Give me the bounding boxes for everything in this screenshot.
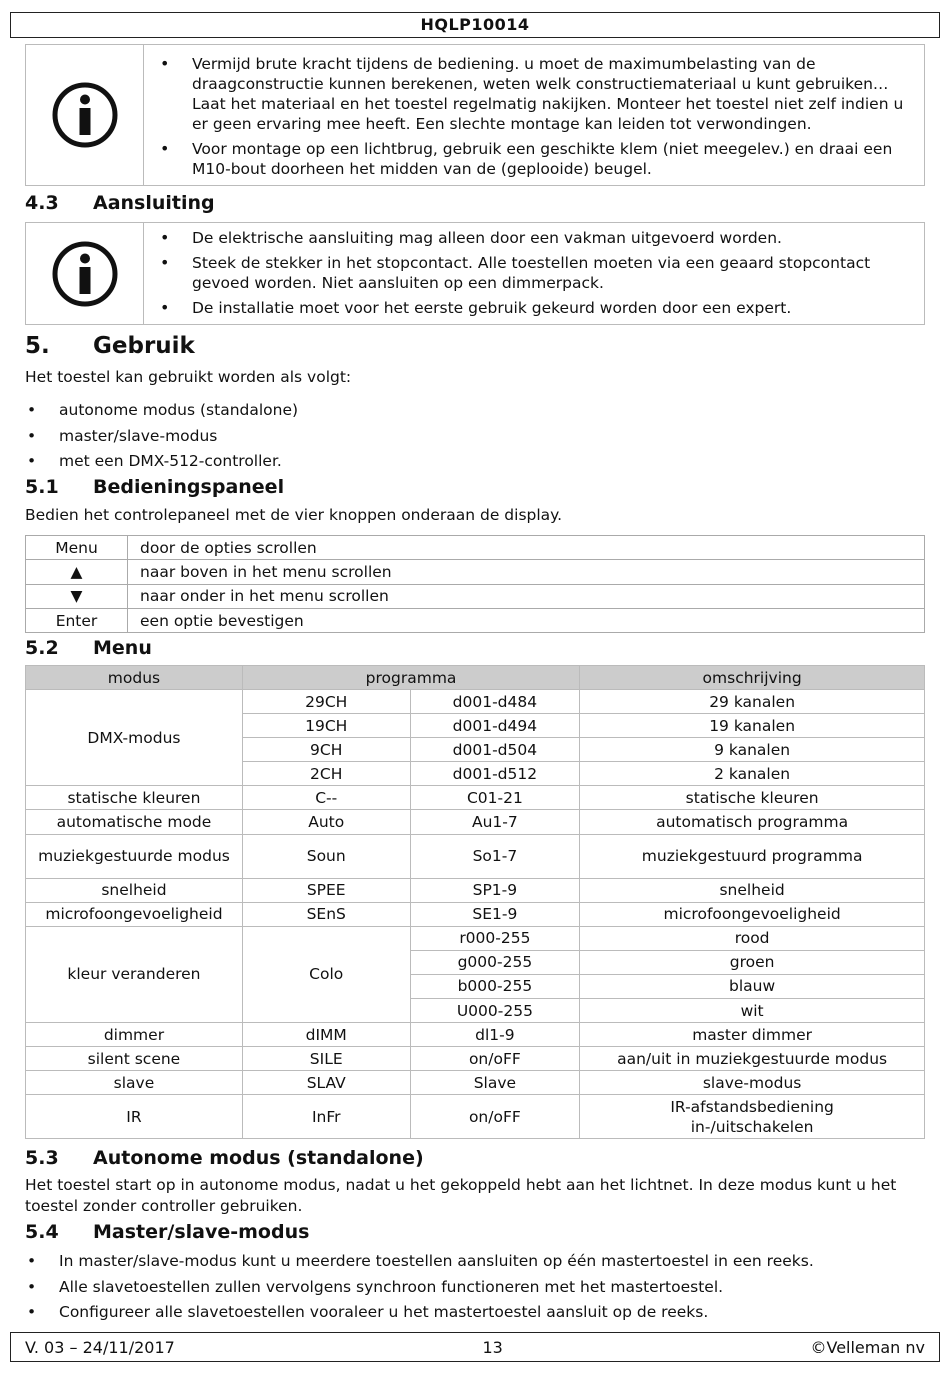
table-cell: groen bbox=[580, 950, 925, 974]
mode-cell: DMX-modus bbox=[26, 690, 243, 786]
menu-table bbox=[25, 665, 925, 1139]
control-panel-table bbox=[25, 535, 925, 633]
list-item: • Steek de stekker in het stopcontact. Alle toestellen moeten via een geaard stopcontact gevoed worden. Niet aansluiten op een dimmerpack. bbox=[154, 253, 918, 293]
down-arrow-icon: ▼ bbox=[26, 584, 128, 608]
table-cell: IR bbox=[26, 1095, 243, 1139]
table-cell: d001-d494 bbox=[410, 714, 580, 738]
document-footer bbox=[10, 1332, 940, 1362]
list-item: • Configureer alle slavetoestellen vooraleer u het mastertoestel aansluit op de reeks. bbox=[25, 1302, 925, 1322]
table-cell: Slave bbox=[410, 1071, 580, 1095]
safety-info-box-1 bbox=[25, 44, 925, 186]
table-cell: snelheid bbox=[26, 878, 243, 902]
table-row bbox=[26, 690, 925, 714]
table-cell: SP1-9 bbox=[410, 878, 580, 902]
table-cell: statische kleuren bbox=[580, 786, 925, 810]
list-item: • Alle slavetoestellen zullen vervolgens synchroon functioneren met het mastertoestel. bbox=[25, 1277, 925, 1297]
up-arrow-icon: ▲ bbox=[26, 560, 128, 584]
button-function: door de opties scrollen bbox=[128, 536, 925, 560]
table-cell: 29CH bbox=[242, 690, 410, 714]
section-heading-5: 5. Gebruik bbox=[25, 333, 195, 359]
table-cell: dimmer bbox=[26, 1023, 243, 1047]
table-cell: C-- bbox=[242, 786, 410, 810]
table-row bbox=[26, 786, 925, 810]
table-cell: on/oFF bbox=[410, 1095, 580, 1139]
column-header: omschrijving bbox=[580, 666, 925, 690]
table-cell: InFr bbox=[242, 1095, 410, 1139]
section-heading-5-3: 5.3 Autonome modus (standalone) bbox=[25, 1147, 424, 1169]
table-cell: rood bbox=[580, 926, 925, 950]
info-icon-cell bbox=[26, 223, 144, 324]
table-row bbox=[26, 584, 925, 608]
table-header-row bbox=[26, 666, 925, 690]
table-row bbox=[26, 834, 925, 878]
section-5-3-text: Het toestel start op in autonome modus, nadat u het gekoppeld hebt aan het lichtnet. In deze modus kunt u het toestel zonder controller gebruiken. bbox=[25, 1176, 897, 1215]
info-icon bbox=[51, 240, 119, 308]
page-number: 13 bbox=[482, 1337, 503, 1357]
table-cell: SE1-9 bbox=[410, 902, 580, 926]
table-cell: wit bbox=[580, 999, 925, 1023]
table-cell: SEnS bbox=[242, 902, 410, 926]
table-cell: statische kleuren bbox=[26, 786, 243, 810]
table-cell: So1-7 bbox=[410, 834, 580, 878]
table-row bbox=[26, 1095, 925, 1139]
table-cell: slave-modus bbox=[580, 1071, 925, 1095]
table-cell: Auto bbox=[242, 810, 410, 834]
section-5-1-intro: Bedien het controlepaneel met de vier knoppen onderaan de display. bbox=[25, 506, 563, 524]
list-item: • In master/slave-modus kunt u meerdere toestellen aansluiten op één mastertoestel in een reeks. bbox=[25, 1251, 925, 1271]
table-cell: Au1-7 bbox=[410, 810, 580, 834]
table-row bbox=[26, 1047, 925, 1071]
table-cell: automatisch programma bbox=[580, 810, 925, 834]
table-cell: SILE bbox=[242, 1047, 410, 1071]
info-icon bbox=[51, 81, 119, 149]
table-cell: 9 kanalen bbox=[580, 738, 925, 762]
section-heading-5-4: 5.4 Master/slave-modus bbox=[25, 1221, 310, 1243]
table-cell: microfoongevoeligheid bbox=[26, 902, 243, 926]
table-cell: d001-d484 bbox=[410, 690, 580, 714]
table-row bbox=[26, 810, 925, 834]
column-header: modus bbox=[26, 666, 243, 690]
table-cell: 2CH bbox=[242, 762, 410, 786]
section-5-intro: Het toestel kan gebruikt worden als volgt: bbox=[25, 368, 352, 386]
table-cell: d001-d504 bbox=[410, 738, 580, 762]
table-cell: silent scene bbox=[26, 1047, 243, 1071]
list-item: • met een DMX-512-controller. bbox=[25, 451, 925, 471]
list-item: • De installatie moet voor het eerste gebruik gekeurd worden door een expert. bbox=[154, 298, 918, 318]
table-cell: C01-21 bbox=[410, 786, 580, 810]
table-cell: dIMM bbox=[242, 1023, 410, 1047]
list-item: • master/slave-modus bbox=[25, 426, 925, 446]
table-cell: 9CH bbox=[242, 738, 410, 762]
usage-mode-list bbox=[25, 400, 925, 477]
table-cell: 19 kanalen bbox=[580, 714, 925, 738]
table-row bbox=[26, 926, 925, 950]
code-cell: Colo bbox=[242, 926, 410, 1022]
table-row bbox=[26, 878, 925, 902]
info-icon-cell bbox=[26, 45, 144, 185]
button-name: Menu bbox=[26, 536, 128, 560]
list-item: • Vermijd brute kracht tijdens de bediening. u moet de maximumbelasting van de draagconstructie kunnen berekenen, weten welk constructiemateriaal u kunt gebruiken… Laat het materiaal en het toestel regelmatig nakijken. Monteer het toestel niet zelf indien u er geen ervaring mee heeft. Een slechte montage kan leiden tot verwondingen. bbox=[154, 54, 918, 134]
table-cell: Soun bbox=[242, 834, 410, 878]
table-cell: snelheid bbox=[580, 878, 925, 902]
table-row bbox=[26, 608, 925, 632]
table-cell: SPEE bbox=[242, 878, 410, 902]
table-cell: muziekgestuurde modus bbox=[26, 834, 243, 878]
list-item: • De elektrische aansluiting mag alleen door een vakman uitgevoerd worden. bbox=[154, 228, 918, 248]
table-cell: dl1-9 bbox=[410, 1023, 580, 1047]
button-function: een optie bevestigen bbox=[128, 608, 925, 632]
button-function: naar boven in het menu scrollen bbox=[128, 560, 925, 584]
list-item: • Voor montage op een lichtbrug, gebruik een geschikte klem (niet meegelev.) en draai een M10-bout doorheen het midden van de (geplooide) beugel. bbox=[154, 139, 918, 179]
section-heading-5-1: 5.1 Bedieningspaneel bbox=[25, 476, 285, 498]
version-date: V. 03 – 24/11/2017 bbox=[25, 1337, 175, 1357]
table-row bbox=[26, 536, 925, 560]
table-cell: aan/uit in muziekgestuurde modus bbox=[580, 1047, 925, 1071]
table-cell: b000-255 bbox=[410, 974, 580, 998]
table-cell: IR-afstandsbediening in-/uitschakelen bbox=[580, 1095, 925, 1139]
section-heading-4-3: 4.3 Aansluiting bbox=[25, 192, 215, 214]
table-row bbox=[26, 1071, 925, 1095]
table-row bbox=[26, 1023, 925, 1047]
button-function: naar onder in het menu scrollen bbox=[128, 584, 925, 608]
table-cell: 2 kanalen bbox=[580, 762, 925, 786]
table-cell: muziekgestuurd programma bbox=[580, 834, 925, 878]
table-cell: U000-255 bbox=[410, 999, 580, 1023]
table-cell: d001-d512 bbox=[410, 762, 580, 786]
master-slave-list bbox=[25, 1251, 925, 1328]
table-cell: 19CH bbox=[242, 714, 410, 738]
table-cell: r000-255 bbox=[410, 926, 580, 950]
table-cell: SLAV bbox=[242, 1071, 410, 1095]
column-header: programma bbox=[242, 666, 579, 690]
safety-info-box-2 bbox=[25, 222, 925, 325]
table-row bbox=[26, 902, 925, 926]
document-header bbox=[10, 12, 940, 38]
button-name: Enter bbox=[26, 608, 128, 632]
table-cell: 29 kanalen bbox=[580, 690, 925, 714]
table-cell: master dimmer bbox=[580, 1023, 925, 1047]
model-number: HQLP10014 bbox=[420, 15, 530, 34]
table-cell: on/oFF bbox=[410, 1047, 580, 1071]
mode-cell: kleur veranderen bbox=[26, 926, 243, 1022]
table-cell: microfoongevoeligheid bbox=[580, 902, 925, 926]
table-cell: automatische mode bbox=[26, 810, 243, 834]
list-item: • autonome modus (standalone) bbox=[25, 400, 925, 420]
table-row bbox=[26, 560, 925, 584]
section-heading-5-2: 5.2 Menu bbox=[25, 637, 152, 659]
table-cell: slave bbox=[26, 1071, 243, 1095]
copyright: ©Velleman nv bbox=[810, 1337, 925, 1357]
table-cell: g000-255 bbox=[410, 950, 580, 974]
table-cell: blauw bbox=[580, 974, 925, 998]
